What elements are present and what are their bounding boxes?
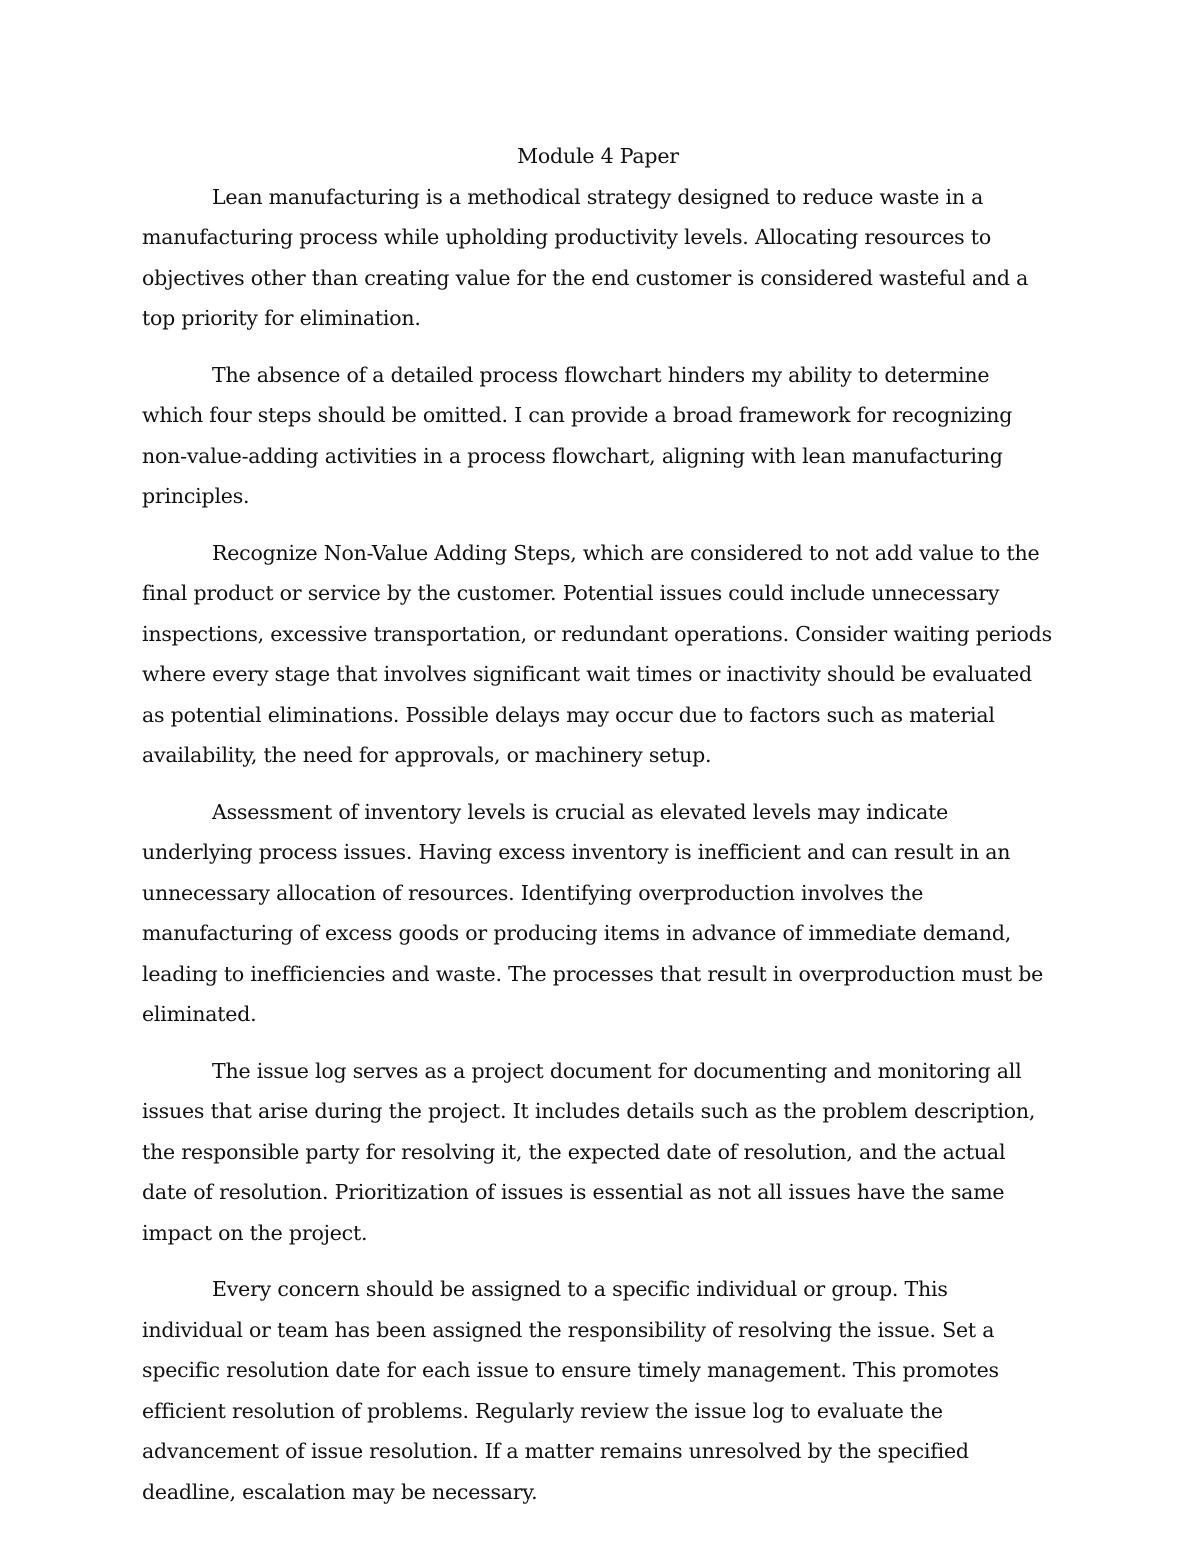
paper-title: Module 4 Paper bbox=[517, 144, 679, 168]
paragraph-lean-manufacturing: Lean manufacturing is a methodical strategy designed to reduce waste in a manufacturing process while upholding productivity levels. Allocating resources to objectives other than creating value for the end customer is considered wasteful and a top priority for elimination. bbox=[142, 184, 1029, 330]
paragraph-issue-log: The issue log serves as a project document for documenting and monitoring all issues that arise during the project. It includes details such as the problem description, the responsible party for resolving it, the expected date of resolution, and the actual date of resolution. Prioritization of issues is essential as not all issues have the same impact on the project. bbox=[142, 1058, 1036, 1245]
document-body bbox=[142, 136, 1054, 1528]
paragraph-non-value-steps: Recognize Non-Value Adding Steps, which are considered to not add value to the final product or service by the customer. Potential issues could include unnecessary inspections, excessive transportation, or redundant operations. Consider waiting periods where every stage that involves significant wait times or inactivity should be evaluated as potential eliminations. Possible delays may occur due to factors such as material availability, the need for approvals, or machinery setup. bbox=[142, 540, 1052, 767]
paragraph-inventory-levels: Assessment of inventory levels is crucial as elevated levels may indicate underlying process issues. Having excess inventory is inefficient and can result in an unnecessary allocation of resources. Identifying overproduction involves the manufacturing of excess goods or producing items in advance of immediate demand, leading to inefficiencies and waste. The processes that result in overproduction must be eliminated. bbox=[142, 799, 1044, 1026]
paragraph-issue-assignment: Every concern should be assigned to a specific individual or group. This individual or team has been assigned the responsibility of resolving the issue. Set a specific resolution date for each issue to ensure timely management. This promotes efficient resolution of problems. Regularly review the issue log to evaluate the advancement of issue resolution. If a matter remains unresolved by the specified deadline, escalation may be necessary. bbox=[142, 1277, 999, 1504]
paragraph-process-flowchart: The absence of a detailed process flowchart hinders my ability to determine which four steps should be omitted. I can provide a broad framework for recognizing non-value-adding activities in a process flowchart, aligning with lean manufacturing principles. bbox=[142, 362, 1013, 508]
